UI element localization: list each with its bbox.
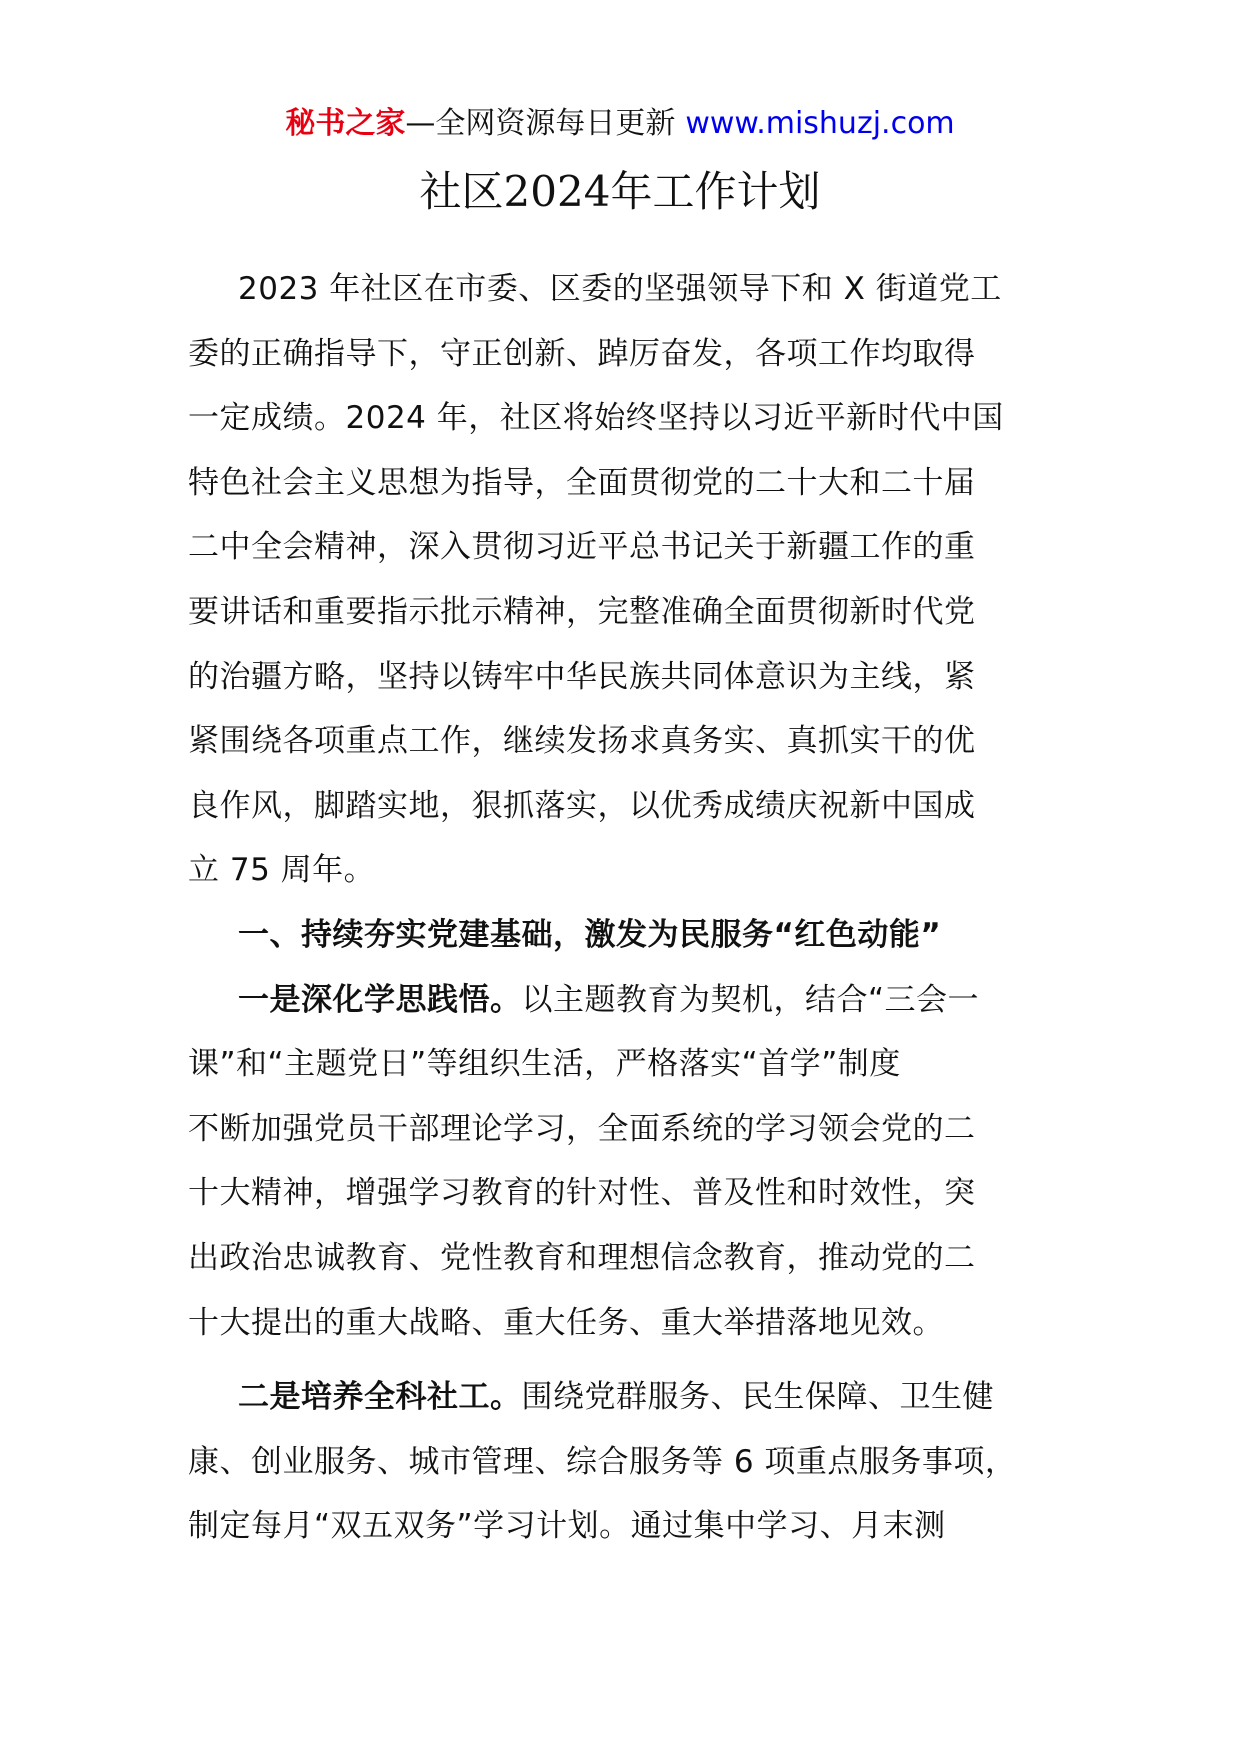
site-banner [0,102,1240,146]
item-text: 围绕党群服务、民生保障、卫生健 [521,1379,994,1416]
title-year: 2024 [503,167,611,216]
item-line: 康、创业服务、城市管理、综合服务等 6 项重点服务事项， [188,1443,1017,1480]
intro-line: 特色社会主义思想为指导，全面贯彻党的二十大和二十届 [188,464,976,501]
brand-name: 秘书之家 [285,106,406,141]
intro-line: 一定成绩。2024 年，社区将始终坚持以习近平新时代中国 [188,400,1004,437]
site-url-link[interactable]: www.mishuzj.com [685,106,955,141]
item-line: 制定每月“双五双务”学习计划。通过集中学习、月末测 [188,1508,946,1545]
intro-line: 紧围绕各项重点工作，继续发扬求真务实、真抓实干的优 [188,723,976,760]
intro-line: 立 75 周年。 [188,852,376,889]
item-line: 十大提出的重大战略、重大任务、重大举措落地见效。 [188,1304,944,1341]
item-line: 十大精神，增强学习教育的针对性、普及性和时效性，突 [188,1175,976,1212]
document-body [188,257,1088,1559]
item-line: 不断加强党员干部理论学习，全面系统的学习领会党的二 [188,1110,976,1147]
intro-line: 要讲话和重要指示批示精神，完整准确全面贯彻新时代党 [188,593,976,630]
intro-line: 的治疆方略，坚持以铸牢中华民族共同体意识为主线，紧 [188,658,976,695]
intro-paragraph [188,257,1088,903]
item-first-line [188,1365,1088,1430]
item-first-line [188,968,1088,1033]
document-title [0,160,1240,224]
paragraph-item-2 [188,1365,1088,1559]
intro-line: 二中全会精神，深入贯彻习近平总书记关于新疆工作的重 [188,529,976,566]
banner-tagline: —全网资源每日更新 [405,106,676,141]
title-suffix: 年工作计划 [610,167,821,216]
item-line: 课”和“主题党日”等组织生活，严格落实“首学”制度 [188,1046,901,1083]
item-line: 出政治忠诚教育、党性教育和理想信念教育，推动党的二 [188,1239,976,1276]
item-lead: 一是深化学思践悟。 [238,981,522,1018]
paragraph-item-1 [188,968,1088,1356]
intro-line: 委的正确指导下，守正创新、踔厉奋发，各项工作均取得 [188,335,976,372]
paragraph-spacer [188,1355,1088,1365]
intro-line: 2023 年社区在市委、区委的坚强领导下和 X 街道党工 [238,271,1002,307]
section-heading: 一、持续夯实党建基础，激发为民服务“红色动能” [238,916,942,953]
item-lead: 二是培养全科社工。 [238,1379,522,1416]
item-text: 以主题教育为契机，结合“三会一 [521,981,980,1018]
intro-line: 良作风，脚踏实地，狠抓落实，以优秀成绩庆祝新中国成 [188,787,976,824]
title-prefix: 社区 [419,167,504,216]
